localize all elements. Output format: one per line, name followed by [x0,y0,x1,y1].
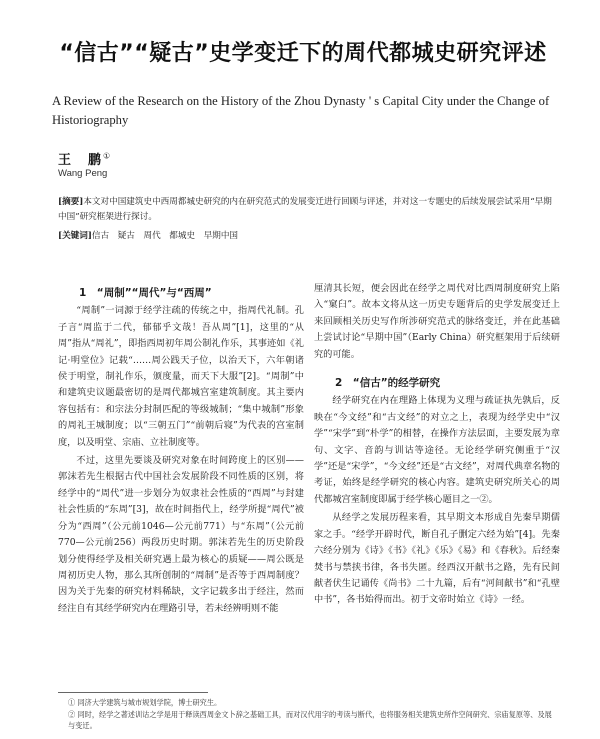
footnote-item: ② 同时，经学之著述训诂之学是用于释读西周金文卜辞之基础工具，而对汉代用字的考读与断代，也将服务相关建筑史所作空间研究、宗庙复原等、及展与变迁。 [68,709,552,731]
abstract-text: 本文对中国建筑史中西周都城史研究的内在研究范式的发展变迁进行回顾与评述，并对这一专题史的后续发展尝试采用“早期中国”研究框架进行探讨。 [58,197,552,222]
body-column-right [314,281,560,611]
section-2-paragraph: 从经学之发展历程来看，其早期文本形成自先秦早期儒家之手。“经学开辟时代，断自孔子删定六经为始”[4]。先秦六经分别为《诗》《书》《礼》《乐》《易》和《春秋》。后经秦焚书与禁挟书律，各书失匿。经西汉开献书之路，先有民间献者伏生记诵传《尚书》二十九篇，后有“河间献书”和“孔壁中书”，各书始得而出。初于文帝时始立《诗》一经。 [314,512,560,606]
abstract-label: [摘要] [58,197,84,207]
author-name-text: 王 鹏 [58,153,104,168]
section-1-continuation: 厘清其长短，便会因此在经学之周代对比西周制度研究上陷入“窠臼”。故本文将从这一历史专题背后的史学发展变迁上来回顾相关历史写作所涉研究范式的脉络变迁，并在此基础上尝试讨论“早期中国”（Early China）研究框架用于后续研究的可能。 [314,283,560,360]
section-1-paragraph: “周制”一词源于经学注疏的传统之中，指周代礼制。孔子言“周监于二代，郁郁乎文哉！吾从周”[1]，这里的“从周”指从“周礼”，即指西周初年周公制礼作乐，其事迹如《礼记·明堂位》记载“……周公践天子位，以治天下，六年朝诸侯于明堂，制礼作乐，颁度量，而天下大服”[2]。“周制”中和建筑史议题最密切的是周代都城宫室建筑制度。其主要内容包括有：和宗法分封制匹配的等级城制；“集中城制”形象的周礼王城制度；以“三朝五门”“前朝后寝”为代表的宫室制度，以及明堂、宗庙、立社制度等。 [58,305,304,448]
section-1-paragraph: 不过，这里先要谈及研究对象在时间跨度上的区别——郭沫若先生根据古代中国社会发展阶段不同性质的区别，将经学中的“周代”进一步划分为奴隶社会性质的“西周”与封建社会性质的“东周”[3]，故在时间指代上，经学所提“周代”被分为“西周”（公元前1046—公元前771）与“东周”（公元前770—公元前256）两段历史时期。郭沫若先生的历史阶段划分使得经学及相关研究遇上最为核心的质疑——周公既是周初历史人物，那么其所创制的“周制”是否等于西周制度？因为关于先秦的研究材料稀缺，文字记载多出于经注，然而经注自有其经学研究内在理路引导，若未经辨明则不能 [58,455,304,614]
keywords [58,229,553,244]
keywords-label: [关键词] [58,231,92,241]
footnote-divider [58,692,208,693]
section-1-heading: 1 “周制”“周代”与“西周” [79,287,212,299]
section-2-heading: 2 “信古”的经学研究 [335,377,441,390]
abstract [58,195,553,225]
author-note-mark: ① [103,151,111,161]
author-name [58,149,110,168]
keywords-text: 信古 疑古 周代 都城史 早期中国 [91,231,239,241]
section-2-paragraph: 经学研究在内在理路上体现为义理与疏证执先孰后，反映在“今文经”和“古文经”的对立之上，表现为经学史中“汉学”“宋学”到“朴学”的相替，在操作方法层面，主要发展为章句、文字、音韵与训诂等途径。无论经学研究侧重于“汉学”还是“宋学”，“今文经”还是“古文经”，对周代典章名物的考证，始终是经学研究的核心内容。建筑史研究所关心的周代都城宫室制度即属于经学核心题目之一②。 [314,395,560,505]
author-name-english: Wang Peng [58,168,108,179]
footnote-item: ① 同济大学建筑与城市规划学院，博士研究生。 [68,698,222,707]
footnotes [58,697,558,732]
body-column-left [58,281,304,619]
paper-title: “信古”“疑古”史学变迁下的周代都城史研究评述 [59,41,547,66]
paper-title-english: A Review of the Research on the History of the Zhou Dynasty ' s Capital City under the Change of Historiography [52,94,550,127]
